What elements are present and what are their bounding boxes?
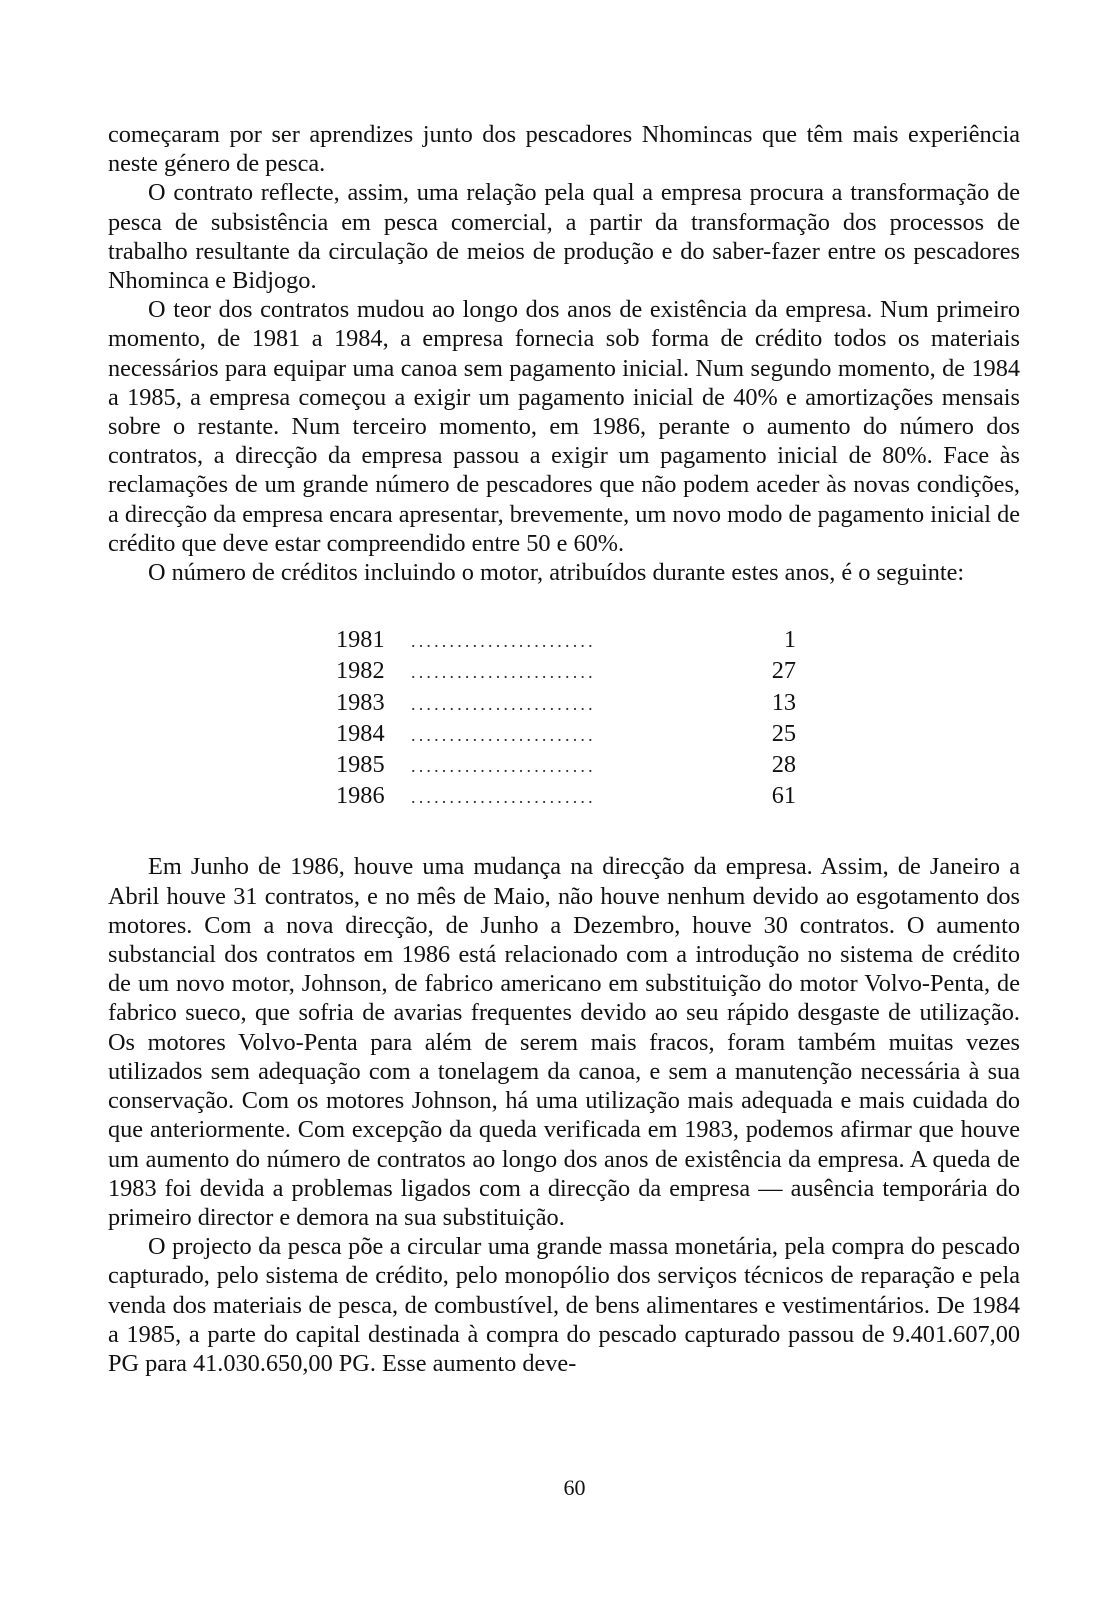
paragraph-5: Em Junho de 1986, houve uma mudança na direcção da empresa. Assim, de Janeiro a Abril houve 31 contratos, e no mês de Maio, não houve nenhum devido ao esgotamento dos motores. Com a nova direcção, de Junho a Dezembro, houve 30 contratos. O aumento substancial dos contratos em 1986 está relacionado com a introdução no sistema de crédito de um novo motor, Johnson, de fabrico americano em substituição do motor Volvo-Penta, de fabrico sueco, que sofria de avarias frequentes devido ao seu rápido desgaste de utilização. Os motores Volvo-Penta para além de serem mais fracos, foram também muitas vezes utilizados sem adequação com a tonelagem da canoa, e sem a manutenção necessária à sua conservação. Com os motores Johnson, há uma utilização mais adequada e mais cuidada do que anteriormente. Com excepção da queda verificada em 1983, podemos afirmar que houve um aumento do número de contratos ao longo dos anos de existência da empresa. A queda de 1983 foi devida a problemas ligados com a direcção da empresa — ausência temporária do primeiro director e demora na sua substituição. [108, 853, 1020, 1231]
credits-table [336, 625, 796, 812]
paragraph-2: O contrato reflecte, assim, uma relação pela qual a empresa procura a transformação de pesca de subsistência em pesca comercial, a partir da transformação dos processos de trabalho resultante da circulação de meios de produção e do saber-fazer entre os pescadores Nhominca e Bidjogo. [108, 179, 1020, 295]
paragraph-3: O teor dos contratos mudou ao longo dos anos de existência da empresa. Num primeiro momento, de 1981 a 1984, a empresa fornecia sob forma de crédito todos os materiais necessários para equipar uma canoa sem pagamento inicial. Num segundo momento, de 1984 a 1985, a empresa começou a exigir um pagamento inicial de 40% e amortizações mensais sobre o restante. Num terceiro momento, em 1986, perante o aumento do número dos contratos, a direcção da empresa passou a exigir um pagamento inicial de 80%. Face às reclamações de um grande número de pescadores que não podem aceder às novas condições, a direcção da empresa encara apresentar, brevemente, um novo modo de pagamento inicial de crédito que deve estar compreendido entre 50 e 60%. [108, 296, 1020, 557]
paragraph-6: O projecto da pesca põe a circular uma grande massa monetária, pela compra do pescado capturado, pelo sistema de crédito, pelo monopólio dos serviços técnicos de reparação e pela venda dos materiais de pesca, de combustível, de bens alimentares e vestimentários. De 1984 a 1985, a parte do capital destinada à compra do pescado capturado passou de 9.401.607,00 PG para 41.030.650,00 PG. Esse aumento deve- [108, 1233, 1020, 1377]
credit-row [336, 719, 796, 750]
credit-value: 28 [771, 751, 796, 779]
paragraph-4: O número de créditos incluindo o motor, atribuídos durante estes anos, é o seguinte: [148, 559, 965, 587]
leader-dots: ........................ [411, 662, 596, 683]
leader-dots: ........................ [411, 631, 596, 652]
leader-dots: ........................ [411, 693, 596, 714]
credit-year: 1983 [336, 688, 385, 716]
credit-year: 1984 [336, 719, 385, 747]
credit-value: 13 [771, 688, 796, 716]
credit-value: 61 [771, 782, 796, 810]
document-page [108, 120, 1020, 1378]
credit-row [336, 688, 796, 719]
credit-value: 25 [771, 719, 796, 747]
credit-row [336, 750, 796, 781]
leader-dots: ........................ [411, 787, 596, 808]
credit-year: 1982 [336, 657, 385, 685]
credit-year: 1986 [336, 782, 385, 810]
credit-row [336, 656, 796, 687]
credit-row [336, 781, 796, 812]
credit-year: 1981 [336, 626, 385, 654]
credit-value: 27 [771, 657, 796, 685]
credit-year: 1985 [336, 751, 385, 779]
credit-value: 1 [783, 626, 796, 654]
credit-row [336, 625, 796, 656]
page-number: 60 [563, 1475, 586, 1500]
paragraph-1: começaram por ser aprendizes junto dos pescadores Nhomincas que têm mais experiência neste género de pesca. [108, 121, 1020, 178]
leader-dots: ........................ [411, 756, 596, 777]
text-after-table [108, 852, 1020, 1378]
leader-dots: ........................ [411, 724, 596, 745]
